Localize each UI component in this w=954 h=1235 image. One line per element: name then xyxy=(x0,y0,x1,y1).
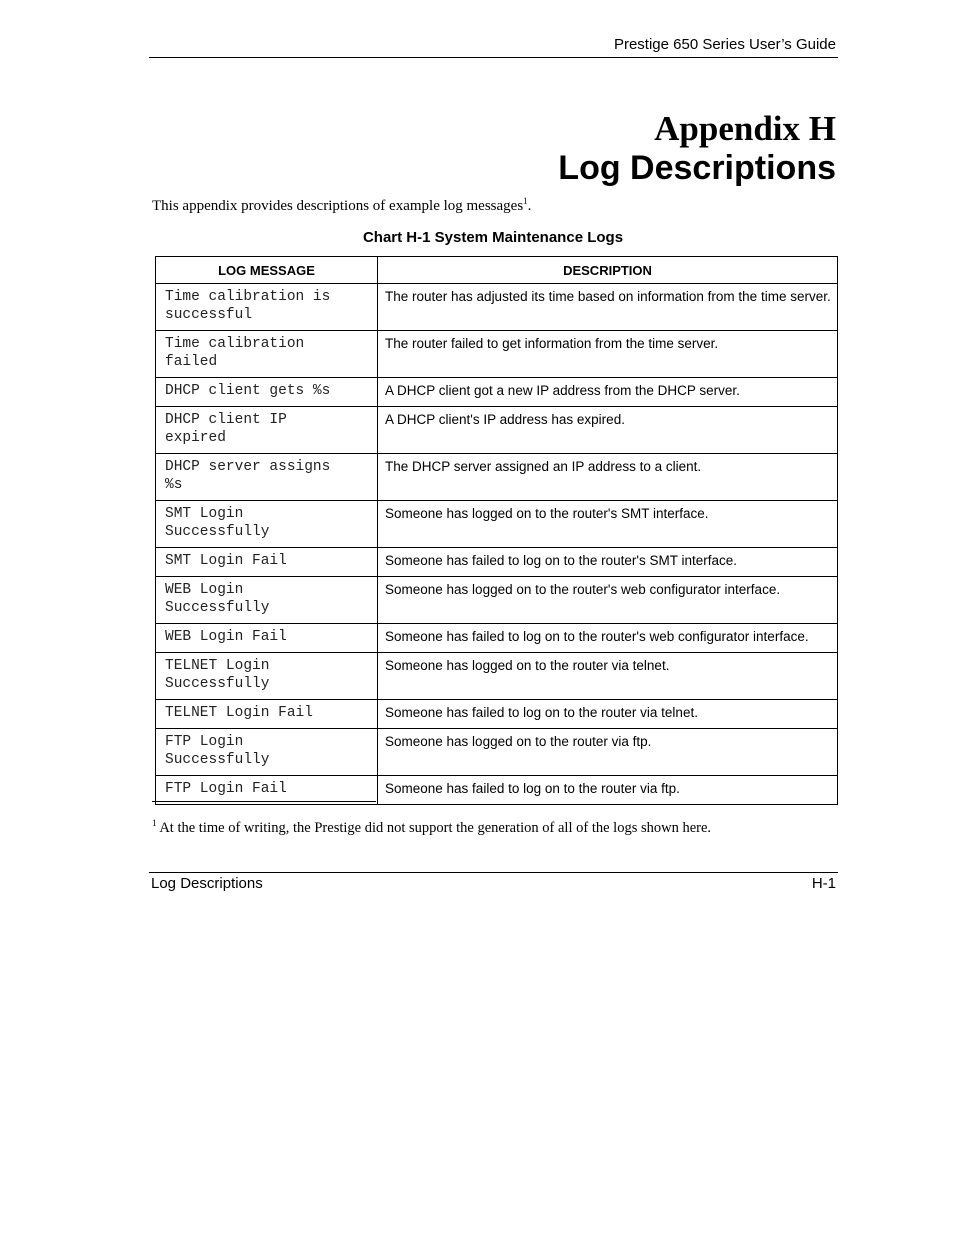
log-message-cell xyxy=(156,624,378,653)
table-body xyxy=(156,284,838,805)
log-message-line: WEB Login xyxy=(165,582,244,598)
description-cell: Someone has logged on to the router's SMT interface. xyxy=(378,501,838,548)
table-header-row xyxy=(156,257,838,284)
table-row xyxy=(156,284,838,331)
log-message-cell xyxy=(156,407,378,454)
log-message-line: WEB Login Fail xyxy=(165,629,287,645)
log-message-cell xyxy=(156,378,378,407)
description-cell: A DHCP client's IP address has expired. xyxy=(378,407,838,454)
description-cell: The DHCP server assigned an IP address to a client. xyxy=(378,454,838,501)
log-message-line: FTP Login Fail xyxy=(165,781,287,797)
log-message-line: Successfully xyxy=(165,752,270,768)
chart-caption: Chart H-1 System Maintenance Logs xyxy=(362,229,624,246)
log-message-line: failed xyxy=(165,354,218,370)
footer-section-title: Log Descriptions xyxy=(151,875,263,892)
log-message-line: DHCP client IP xyxy=(165,412,287,428)
table-row xyxy=(156,548,838,577)
description-cell: Someone has logged on to the router via ftp. xyxy=(378,729,838,776)
appendix-title: Log Descriptions xyxy=(558,149,836,187)
column-header-log-message: LOG MESSAGE xyxy=(156,257,378,284)
log-message-cell xyxy=(156,653,378,700)
log-message-line: TELNET Login Fail xyxy=(165,705,313,721)
log-message-line: TELNET Login xyxy=(165,658,270,674)
description-cell: A DHCP client got a new IP address from the DHCP server. xyxy=(378,378,838,407)
log-message-cell xyxy=(156,501,378,548)
table-row xyxy=(156,624,838,653)
log-message-line: Successfully xyxy=(165,600,270,616)
log-message-cell xyxy=(156,331,378,378)
table-row xyxy=(156,653,838,700)
log-message-cell xyxy=(156,577,378,624)
description-cell: Someone has failed to log on to the router's SMT interface. xyxy=(378,548,838,577)
footer-page-number: H-1 xyxy=(811,875,836,892)
description-cell: Someone has failed to log on to the router's web configurator interface. xyxy=(378,624,838,653)
header-rule xyxy=(149,57,838,58)
description-cell: Someone has failed to log on to the router via telnet. xyxy=(378,700,838,729)
intro-paragraph xyxy=(152,196,838,216)
log-message-line: SMT Login xyxy=(165,506,244,522)
description-cell: The router failed to get information from the time server. xyxy=(378,331,838,378)
log-message-line: successful xyxy=(165,307,253,323)
log-message-cell xyxy=(156,548,378,577)
log-message-line: %s xyxy=(165,477,183,493)
running-header: Prestige 650 Series User’s Guide xyxy=(613,36,836,53)
footnote-text: At the time of writing, the Prestige did not support the generation of all of the logs shown here. xyxy=(159,820,712,836)
table-row xyxy=(156,378,838,407)
log-message-cell xyxy=(156,729,378,776)
table-row xyxy=(156,700,838,729)
log-message-line: Successfully xyxy=(165,676,270,692)
log-message-cell xyxy=(156,700,378,729)
log-descriptions-table xyxy=(155,256,838,805)
footnote-rule xyxy=(152,801,376,802)
log-message-line: Time calibration xyxy=(165,336,305,352)
log-message-line: Time calibration is xyxy=(165,289,331,305)
table-row xyxy=(156,577,838,624)
log-message-line: DHCP server assigns xyxy=(165,459,331,475)
description-cell: Someone has logged on to the router via telnet. xyxy=(378,653,838,700)
table-row xyxy=(156,454,838,501)
log-message-cell xyxy=(156,454,378,501)
footnote xyxy=(152,818,838,838)
footnote-reference[interactable]: 1 xyxy=(523,196,528,206)
description-cell: Someone has failed to log on to the router via ftp. xyxy=(378,776,838,805)
appendix-label: Appendix H xyxy=(654,109,836,148)
table-row xyxy=(156,501,838,548)
table-row xyxy=(156,331,838,378)
log-message-cell xyxy=(156,284,378,331)
table-row xyxy=(156,729,838,776)
table-row xyxy=(156,407,838,454)
footer-rule xyxy=(149,872,838,873)
log-message-line: Successfully xyxy=(165,524,270,540)
description-cell: Someone has logged on to the router's web configurator interface. xyxy=(378,577,838,624)
log-message-line: DHCP client gets %s xyxy=(165,383,331,399)
intro-end: . xyxy=(527,198,532,214)
log-message-line: FTP Login xyxy=(165,734,244,750)
log-message-line: SMT Login Fail xyxy=(165,553,287,569)
description-cell: The router has adjusted its time based on information from the time server. xyxy=(378,284,838,331)
footnote-marker: 1 xyxy=(152,818,157,829)
log-message-line: expired xyxy=(165,430,226,446)
column-header-description: DESCRIPTION xyxy=(378,257,838,284)
intro-text: This appendix provides descriptions of example log messages xyxy=(152,198,524,214)
